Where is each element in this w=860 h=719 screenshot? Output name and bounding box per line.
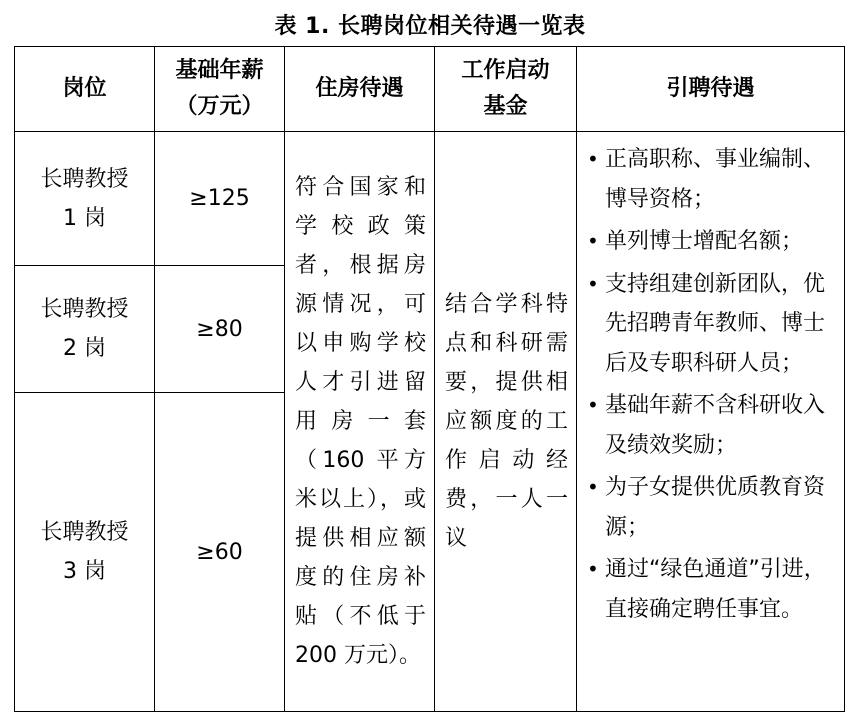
header-post bbox=[15, 47, 155, 132]
salary-cell: ≥60 bbox=[155, 393, 285, 712]
post-level: 3 岗 bbox=[63, 559, 106, 584]
perk-text: 通过“绿色通道”引进，直接确定聘任事宜。 bbox=[605, 557, 826, 622]
post-cell bbox=[15, 266, 155, 393]
header-housing bbox=[285, 47, 435, 132]
post-title: 长聘教授 bbox=[40, 297, 129, 322]
bullet-icon: • bbox=[587, 393, 599, 417]
perks-cell bbox=[577, 132, 845, 712]
list-item bbox=[587, 265, 834, 384]
post-cell bbox=[15, 132, 155, 266]
header-fund-line1: 工作启动 bbox=[461, 58, 550, 83]
salary-cell: ≥125 bbox=[155, 132, 285, 266]
housing-cell: 符合国家和学校政策者，根据房源情况，可以申购学校人才引进留用房一套（160 平方米以上），或提供相应额度的住房补贴（不低于 200 万元）。 bbox=[285, 132, 435, 712]
post-cell bbox=[15, 393, 155, 712]
table-row bbox=[15, 132, 845, 266]
header-perks-label: 引聘待遇 bbox=[666, 76, 755, 101]
header-fund-line2: 基金 bbox=[483, 94, 528, 119]
perks-list bbox=[587, 140, 834, 629]
table-header-row bbox=[15, 47, 845, 132]
perk-text: 基础年薪不含科研收入及绩效奖励； bbox=[605, 393, 826, 458]
perk-text: 单列博士增配名额； bbox=[605, 229, 804, 254]
perk-text: 正高职称、事业编制、博导资格； bbox=[605, 147, 826, 212]
table-caption: 表 1. 长聘岗位相关待遇一览表 bbox=[274, 14, 586, 39]
list-item bbox=[587, 222, 834, 262]
list-item bbox=[587, 386, 834, 465]
header-housing-label: 住房待遇 bbox=[315, 76, 404, 101]
list-item bbox=[587, 550, 834, 629]
header-salary-line2: （万元） bbox=[175, 94, 264, 119]
perk-text: 为子女提供优质教育资源； bbox=[605, 475, 826, 540]
bullet-icon: • bbox=[587, 557, 599, 581]
post-title: 长聘教授 bbox=[40, 520, 129, 545]
list-item bbox=[587, 140, 834, 219]
perk-text: 支持组建创新团队，优先招聘青年教师、博士后及专职科研人员； bbox=[605, 271, 826, 376]
fund-cell: 结合学科特点和科研需要，提供相应额度的工作启动经费，一人一议 bbox=[435, 132, 577, 712]
header-perks bbox=[577, 47, 845, 132]
post-title: 长聘教授 bbox=[40, 166, 129, 192]
bullet-icon: • bbox=[587, 229, 599, 253]
post-level: 1 岗 bbox=[63, 205, 106, 231]
salary-cell: ≥80 bbox=[155, 266, 285, 393]
bullet-icon: • bbox=[587, 271, 599, 296]
header-fund bbox=[435, 47, 577, 132]
bullet-icon: • bbox=[587, 475, 599, 499]
post-level: 2 岗 bbox=[63, 336, 106, 361]
bullet-icon: • bbox=[587, 147, 599, 171]
header-salary-line1: 基础年薪 bbox=[175, 58, 264, 83]
header-post-label: 岗位 bbox=[62, 76, 107, 101]
header-salary bbox=[155, 47, 285, 132]
benefits-table bbox=[14, 46, 845, 712]
list-item bbox=[587, 468, 834, 547]
